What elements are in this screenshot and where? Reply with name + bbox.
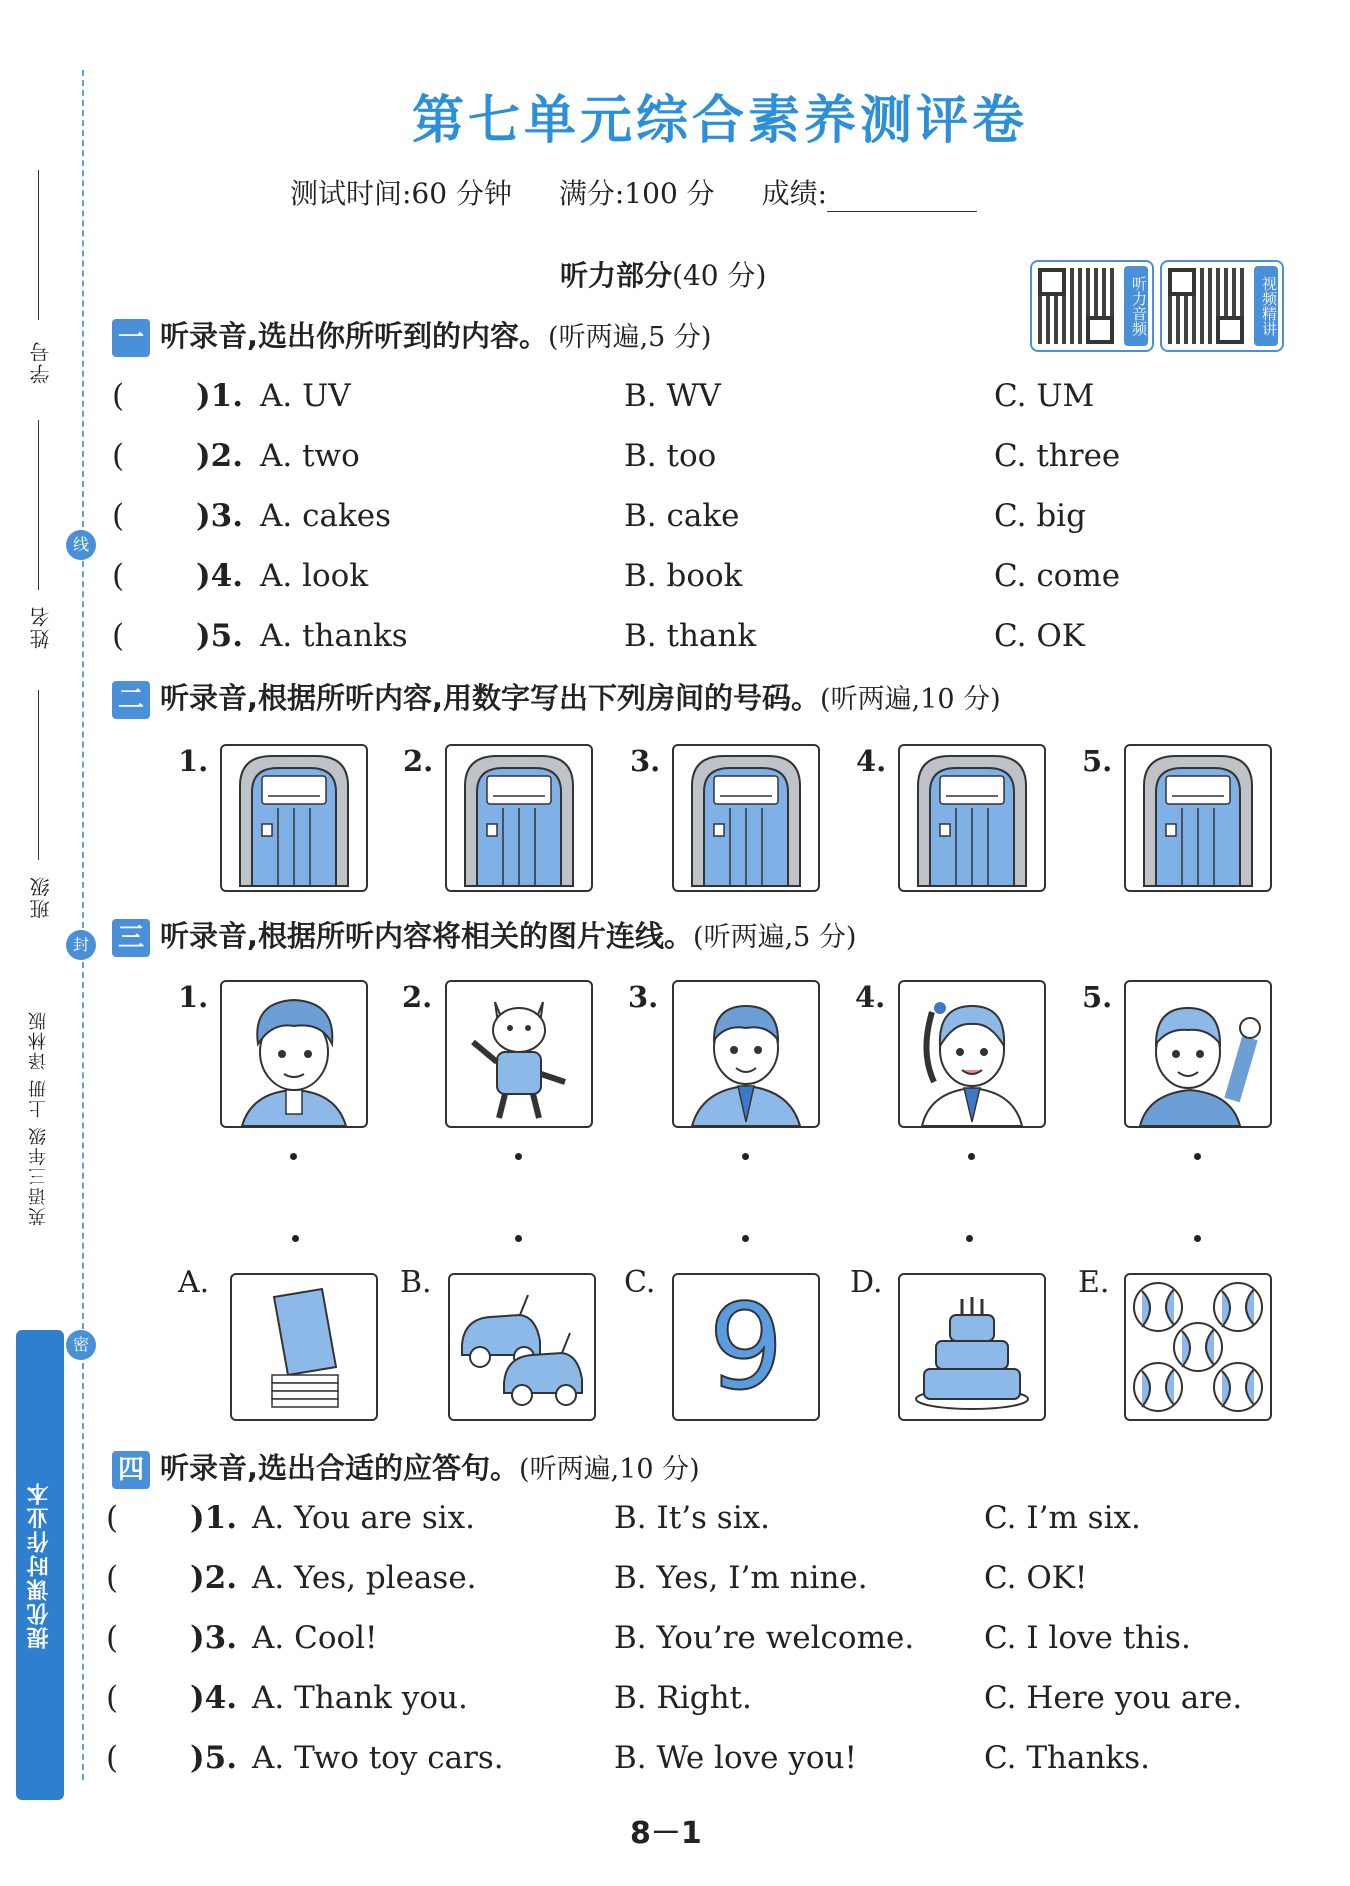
- answer-bracket[interactable]: (: [112, 438, 125, 474]
- test-meta: [290, 172, 1015, 212]
- option-a: A. UV: [260, 378, 351, 414]
- section-note: (听两遍,10 分): [820, 684, 1001, 715]
- option-b: B. Yes, I’m nine.: [614, 1560, 868, 1596]
- binding-margin: [0, 0, 110, 1886]
- question-number: )1.: [196, 378, 244, 414]
- question-number: )5.: [190, 1740, 238, 1776]
- question-row: [106, 1560, 1256, 1610]
- section-number-badge: 四: [112, 1451, 150, 1489]
- picture-birthday-cake[interactable]: [898, 1273, 1046, 1421]
- option-b: B. cake: [624, 498, 740, 534]
- option-b: B. thank: [624, 618, 757, 654]
- option-b: B. It’s six.: [614, 1500, 770, 1536]
- match-dot[interactable]: [742, 1235, 749, 1242]
- question-row: [112, 618, 1262, 668]
- match-dot[interactable]: [968, 1153, 975, 1160]
- room-number-blank[interactable]: [485, 774, 549, 796]
- section-4-heading: [112, 1446, 700, 1489]
- option-c: C. big: [994, 498, 1086, 534]
- room-number-blank[interactable]: [712, 774, 776, 796]
- option-letter: C.: [624, 1265, 656, 1300]
- answer-bracket[interactable]: (: [112, 498, 125, 534]
- match-number: 2.: [402, 980, 433, 1014]
- section-note: (听两遍,5 分): [693, 922, 857, 953]
- seal-seal-mark: 封: [66, 930, 96, 960]
- qr-audio[interactable]: [1030, 260, 1154, 352]
- question-number: )4.: [196, 558, 244, 594]
- question-number: )3.: [190, 1620, 238, 1656]
- picture-boy-school-uniform[interactable]: [672, 980, 820, 1128]
- name-line: [38, 420, 39, 590]
- question-row: [106, 1620, 1256, 1670]
- qr-audio-label: 听力音频: [1124, 266, 1148, 346]
- answer-bracket[interactable]: (: [112, 618, 125, 654]
- seal-dense-mark: 密: [66, 1330, 96, 1360]
- match-dot[interactable]: [292, 1235, 299, 1242]
- qr-video[interactable]: [1160, 260, 1284, 352]
- picture-boy-curly-hair[interactable]: [220, 980, 368, 1128]
- score-blank[interactable]: [827, 187, 977, 212]
- match-dot[interactable]: [1194, 1153, 1201, 1160]
- option-a: A. Thank you.: [252, 1680, 468, 1716]
- option-b: B. WV: [624, 378, 721, 414]
- option-a: A. thanks: [260, 618, 408, 654]
- answer-bracket[interactable]: (: [106, 1620, 119, 1656]
- score-label: 成绩:: [761, 177, 827, 210]
- student-id-label: 学号: [29, 340, 53, 384]
- option-b: B. Right.: [614, 1680, 752, 1716]
- student-id-line: [38, 170, 39, 320]
- match-number: 3.: [628, 980, 659, 1014]
- question-row: [106, 1740, 1256, 1790]
- option-c: C. I love this.: [984, 1620, 1191, 1656]
- option-a: A. two: [260, 438, 360, 474]
- number-nine-text: 9: [708, 1278, 784, 1416]
- answer-bracket[interactable]: (: [112, 378, 125, 414]
- option-c: C. Here you are.: [984, 1680, 1243, 1716]
- option-b: B. We love you!: [614, 1740, 857, 1776]
- door-picture[interactable]: [220, 744, 368, 892]
- option-letter: A.: [178, 1265, 210, 1300]
- answer-bracket[interactable]: (: [106, 1560, 119, 1596]
- option-a: A. Yes, please.: [252, 1560, 477, 1596]
- question-row: [112, 558, 1262, 608]
- question-row: [106, 1680, 1256, 1730]
- match-dot[interactable]: [966, 1235, 973, 1242]
- option-letter: E.: [1078, 1265, 1110, 1300]
- question-number: )1.: [190, 1500, 238, 1536]
- match-dot[interactable]: [290, 1153, 297, 1160]
- match-dot[interactable]: [742, 1153, 749, 1160]
- answer-bracket[interactable]: (: [106, 1500, 119, 1536]
- option-c: C. I’m six.: [984, 1500, 1141, 1536]
- option-a: A. Two toy cars.: [252, 1740, 504, 1776]
- door-picture[interactable]: [445, 744, 593, 892]
- section-note: (听两遍,5 分): [548, 322, 712, 353]
- section-3-heading: [112, 914, 856, 957]
- option-a: A. You are six.: [252, 1500, 476, 1536]
- option-a: A. cakes: [260, 498, 391, 534]
- room-number-blank[interactable]: [938, 774, 1002, 796]
- section-note: (听两遍,10 分): [519, 1454, 700, 1485]
- question-number: )2.: [190, 1560, 238, 1596]
- option-c: C. OK!: [984, 1560, 1088, 1596]
- picture-boy-waving[interactable]: [1124, 980, 1272, 1128]
- brand-label: 提优课时作业本: [16, 1330, 64, 1800]
- qr-code-icon: [1168, 268, 1244, 344]
- match-dot[interactable]: [515, 1153, 522, 1160]
- section-instruction: 听录音,选出合适的应答句。: [160, 1451, 520, 1485]
- option-letter: B.: [400, 1265, 432, 1300]
- listening-points: (40 分): [672, 259, 767, 292]
- door-picture[interactable]: [898, 744, 1046, 892]
- option-c: C. Thanks.: [984, 1740, 1150, 1776]
- class-line: [38, 690, 39, 860]
- question-number: )3.: [196, 498, 244, 534]
- door-number: 2.: [403, 744, 434, 778]
- question-row: [112, 498, 1262, 548]
- question-number: )5.: [196, 618, 244, 654]
- full-score: 满分:100 分: [558, 177, 715, 210]
- book-edition-label: 英语三年级 上册 译林版: [28, 1010, 49, 1226]
- answer-bracket[interactable]: (: [106, 1740, 119, 1776]
- section-2-heading: [112, 676, 1001, 719]
- question-number: )2.: [196, 438, 244, 474]
- match-dot[interactable]: [515, 1235, 522, 1242]
- section-number-badge: 一: [112, 319, 150, 357]
- section-1-heading: [112, 314, 711, 357]
- match-number: 1.: [178, 980, 209, 1014]
- option-c: C. OK: [994, 618, 1085, 654]
- page-title: 第七单元综合素养测评卷: [411, 91, 1028, 151]
- section-instruction: 听录音,根据所听内容,用数字写出下列房间的号码。: [160, 681, 821, 715]
- picture-toy-cars[interactable]: [448, 1273, 596, 1421]
- class-label: 班级: [29, 875, 53, 919]
- match-number: 5.: [1082, 980, 1113, 1014]
- seal-line-mark: 线: [66, 530, 96, 560]
- question-row: [112, 438, 1262, 488]
- listening-label: 听力部分: [560, 259, 673, 292]
- section-instruction: 听录音,根据所听内容将相关的图片连线。: [160, 919, 694, 953]
- option-c: C. come: [994, 558, 1121, 594]
- question-row: [112, 378, 1262, 428]
- option-a: A. look: [260, 558, 369, 594]
- picture-cat-character[interactable]: [445, 980, 593, 1128]
- qr-code-icon: [1038, 268, 1114, 344]
- section-number-badge: 二: [112, 681, 150, 719]
- door-picture[interactable]: [672, 744, 820, 892]
- picture-girl-ponytail[interactable]: [898, 980, 1046, 1128]
- match-number: 4.: [855, 980, 886, 1014]
- page-number: 8－1: [630, 1816, 702, 1851]
- room-number-blank[interactable]: [260, 774, 324, 796]
- section-instruction: 听录音,选出你所听到的内容。: [160, 319, 549, 353]
- picture-number-nine[interactable]: [672, 1273, 820, 1421]
- option-b: B. book: [624, 558, 743, 594]
- match-dot[interactable]: [1194, 1235, 1201, 1242]
- picture-stack-of-books[interactable]: [230, 1273, 378, 1421]
- option-b: B. You’re welcome.: [614, 1620, 915, 1656]
- test-time: 测试时间:60 分钟: [290, 177, 512, 210]
- answer-bracket[interactable]: (: [106, 1680, 119, 1716]
- door-number: 1.: [178, 744, 209, 778]
- door-picture[interactable]: [1124, 744, 1272, 892]
- question-row: [106, 1500, 1256, 1550]
- option-a: A. Cool!: [252, 1620, 378, 1656]
- name-label: 姓名: [29, 605, 53, 649]
- door-number: 5.: [1082, 744, 1113, 778]
- room-number-blank[interactable]: [1164, 774, 1228, 796]
- qr-video-label: 视频精讲: [1254, 266, 1278, 346]
- cut-dashed-line: [82, 70, 84, 1780]
- listening-part-title: [560, 254, 766, 294]
- option-letter: D.: [850, 1265, 883, 1300]
- door-number: 3.: [630, 744, 661, 778]
- question-number: )4.: [190, 1680, 238, 1716]
- door-number: 4.: [856, 744, 887, 778]
- option-c: C. three: [994, 438, 1121, 474]
- picture-balls[interactable]: [1124, 1273, 1272, 1421]
- option-c: C. UM: [994, 378, 1095, 414]
- answer-bracket[interactable]: (: [112, 558, 125, 594]
- section-number-badge: 三: [112, 919, 150, 957]
- option-b: B. too: [624, 438, 717, 474]
